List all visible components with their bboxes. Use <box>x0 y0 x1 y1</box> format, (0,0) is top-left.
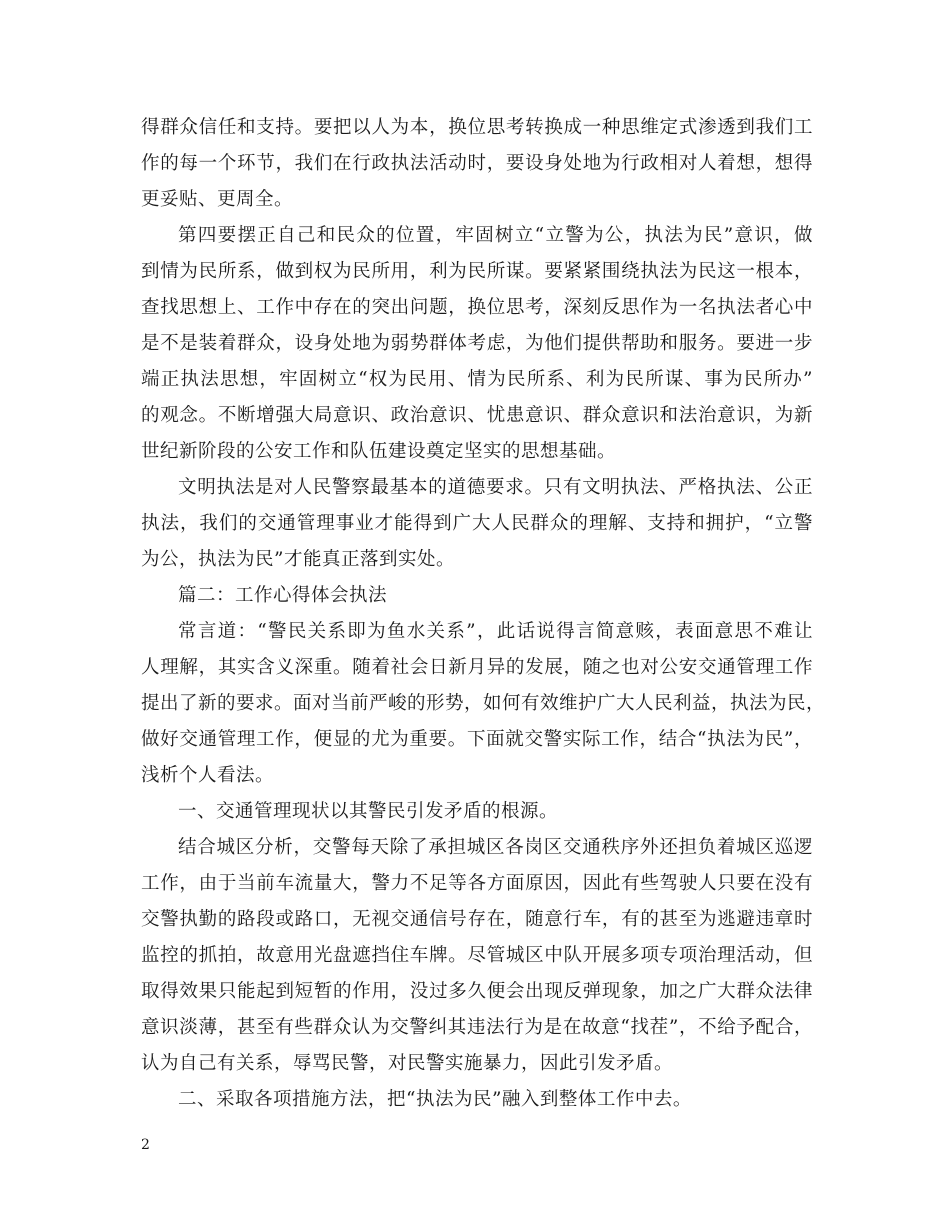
text-line: 文明执法是对人民警察最基本的道德要求。只有文明执法、严格执法、公正 <box>178 477 813 498</box>
text-line: 更妥贴、更周全。 <box>141 189 294 210</box>
text-line: 结合城区分析，交警每天除了承担城区各岗区交通秩序外还担负着城区巡逻 <box>178 837 813 858</box>
text-line: 得群众信任和支持。要把以人为本，换位思考转换成一种思维定式渗透到我们工 <box>141 117 813 138</box>
text-line: 二、采取各项措施方法，把“执法为民”融入到整体工作中去。 <box>178 1089 692 1110</box>
text-line: 意识淡薄，甚至有些群众认为交警纠其违法行为是在故意“找茬”，不给予配合， <box>141 1017 813 1038</box>
page-number: 2 <box>141 1137 150 1153</box>
text-line: 做好交通管理工作，便显的尤为重要。下面就交警实际工作，结合“执法为民”， <box>141 729 813 750</box>
text-line: 世纪新阶段的公安工作和队伍建设奠定坚实的思想基础。 <box>141 441 617 462</box>
text-line: 常言道：“警民关系即为鱼水关系”，此话说得言简意赅，表面意思不难让 <box>178 621 813 642</box>
text-line: 执法，我们的交通管理事业才能得到广大人民群众的理解、支持和拥护，“立警 <box>141 513 813 534</box>
text-line: 篇二：工作心得体会执法 <box>178 585 388 606</box>
text-line: 交警执勤的路段或路口，无视交通信号存在，随意行车，有的甚至为逃避违章时 <box>141 909 813 930</box>
document-body <box>141 110 826 1118</box>
text-line: 监控的抓拍，故意用光盘遮挡住车牌。尽管城区中队开展多项专项治理活动，但 <box>141 945 813 966</box>
text-line: 一、交通管理现状以其警民引发矛盾的根源。 <box>178 801 559 822</box>
text-line: 认为自己有关系，辱骂民警，对民警实施暴力，因此引发矛盾。 <box>141 1053 674 1074</box>
text-line: 端正执法思想，牢固树立“权为民用、情为民所系、利为民所谋、事为民所办” <box>141 369 813 390</box>
text-line: 工作，由于当前车流量大，警力不足等各方面原因，因此有些驾驶人只要在没有 <box>141 873 813 894</box>
text-line: 取得效果只能起到短暂的作用，没过多久便会出现反弹现象，加之广大群众法律 <box>141 981 813 1002</box>
text-line: 第四要摆正自己和民众的位置，牢固树立“立警为公，执法为民”意识，做 <box>178 225 813 246</box>
text-line: 浅析个人看法。 <box>141 765 275 786</box>
text-line: 是不是装着群众，设身处地为弱势群体考虑，为他们提供帮助和服务。要进一步 <box>141 333 813 354</box>
text-line: 查找思想上、工作中存在的突出问题，换位思考，深刻反思作为一名执法者心中 <box>141 297 813 318</box>
text-line: 为公，执法为民”才能真正落到实处。 <box>141 549 455 570</box>
text-line: 人理解，其实含义深重。随着社会日新月异的发展，随之也对公安交通管理工作 <box>141 657 813 678</box>
text-line: 的观念。不断增强大局意识、政治意识、忧患意识、群众意识和法治意识，为新 <box>141 405 813 426</box>
text-line: 提出了新的要求。面对当前严峻的形势，如何有效维护广大人民利益，执法为民， <box>141 693 826 714</box>
text-line: 作的每一个环节，我们在行政执法活动时，要设身处地为行政相对人着想，想得 <box>141 153 813 174</box>
text-line: 到情为民所系，做到权为民所用，利为民所谋。要紧紧围绕执法为民这一根本， <box>141 261 813 282</box>
